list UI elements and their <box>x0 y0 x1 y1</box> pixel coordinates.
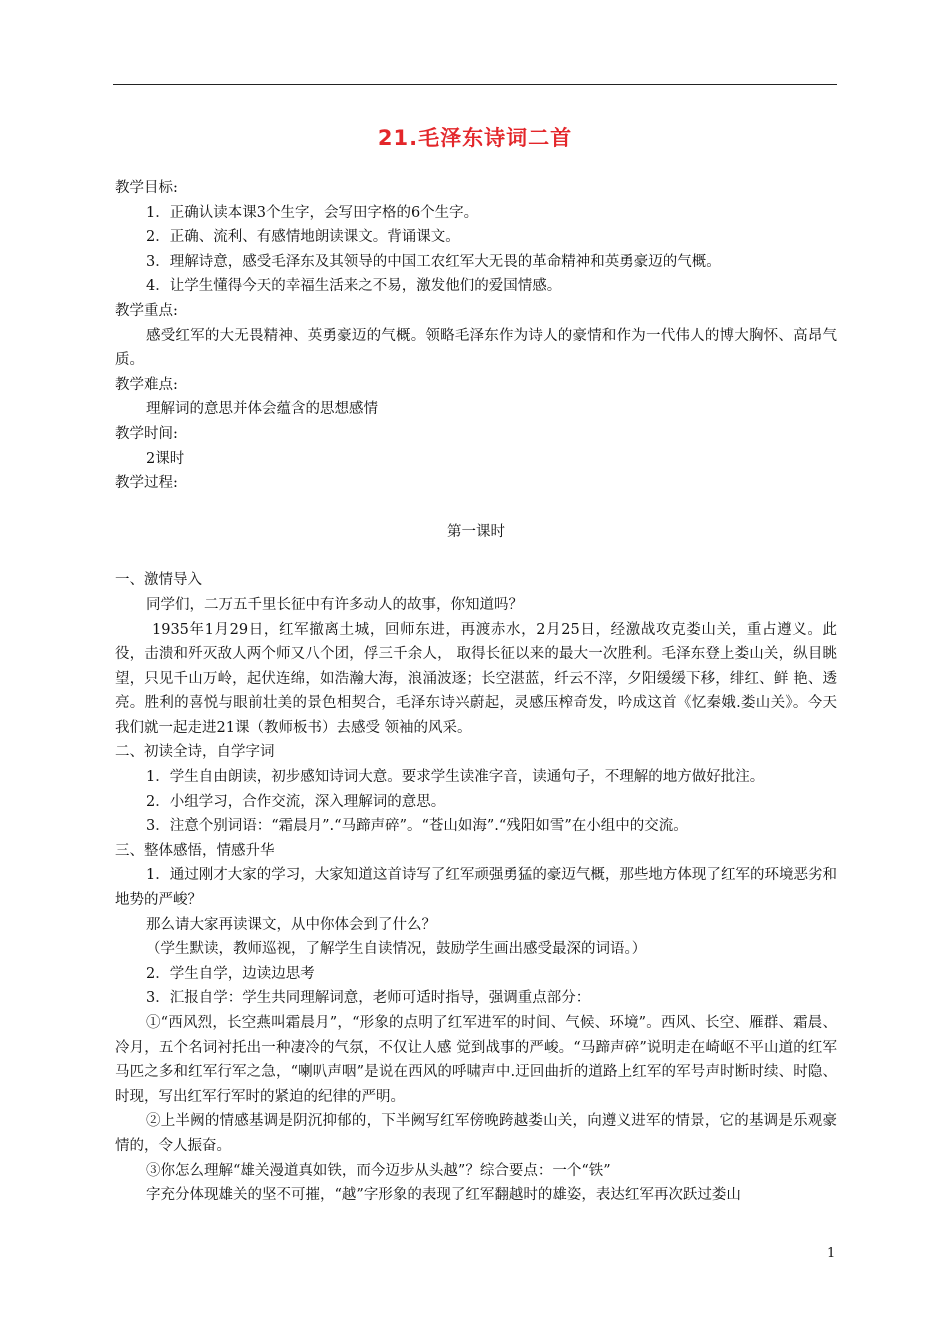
section-heading: 教学目标: <box>115 180 178 196</box>
paragraph: 1935年1月29日，红军撤离土城，回师东进，再渡赤水，2月25日，经激战攻克娄山关，重占遵义。此役，击溃和歼灭敌人两个师又八个团，俘三千余人， 取得长征以来的最大一次胜利。毛泽东登上娄山关，纵目眺望，只见千山万岭，起伏连绵，如浩瀚大海，浪涌波逐；长空湛蓝，纤云不滓，夕阳缓缓下移，绯红、鲜 艳、透亮。胜利的喜悦与眼前壮美的景色相契合，毛泽东诗兴蔚起，灵感压榨奇发，吟成这首《忆秦娥.娄山关》。今天我们就一起走进21课（教师板书）去感受 领袖的风采。 <box>115 621 837 736</box>
paragraph: 理解词的意思并体会蕴含的思想感情 <box>146 401 378 418</box>
section-heading: 教学难点: <box>115 376 178 393</box>
list-item: 2．小组学习，合作交流，深入理解词的意思。 <box>146 793 446 810</box>
objective-item: 3．理解诗意，感受毛泽东及其领导的中国工农红军大无畏的革命精神和英勇豪迈的气概。 <box>146 253 721 270</box>
list-item: 3．汇报自学：学生共同理解词意，老师可适时指导，强调重点部分： <box>146 990 591 1007</box>
section-heading: 二、初读全诗，自学字词 <box>115 744 275 761</box>
list-item: 3．注意个别词语：“霜晨月”.“马蹄声碎”。“苍山如海”.“残阳如雪”在小组中的交流。 <box>146 818 688 835</box>
list-item: 1．通过刚才大家的学习，大家知道这首诗写了红军顽强勇猛的豪迈气概，那些地方体现了红军的环境恶劣和地势的严峻？ <box>115 867 837 909</box>
paragraph: （学生默读，教师巡视，了解学生自读情况，鼓励学生画出感受最深的词语。） <box>146 941 647 958</box>
list-item: 1．学生自由朗读，初步感知诗词大意。要求学生读准字音，读通句子，不理解的地方做好批注。 <box>146 769 765 786</box>
paragraph: 2课时 <box>146 450 185 467</box>
objective-item: 1．正确认读本课3个生字，会写田字格的6个生字。 <box>146 204 479 221</box>
document-body <box>115 176 837 1208</box>
list-item: 2．学生自学，边读边思考 <box>146 965 315 982</box>
paragraph: ①“西风烈，长空燕叫霜晨月”，“形象的点明了红军进军的时间、气候、环境”。西风、长空、雁群、霜晨、冷月，五个名词衬托出一种凄冷的气氛，不仅让人感 觉到战事的严峻。“马蹄声碎”说明走在崎岖不平山道的红军马匹之多和红军行军之急，“喇叭声咽”是说在西风的呼啸声中.迂回曲折的道路上红军的军号声时断时续、时隐、时现，写出红军行军时的紧迫的纪律的严明。 <box>115 1015 837 1105</box>
section-heading: 教学重点: <box>115 302 178 319</box>
paragraph: ②上半阙的情感基调是阴沉抑郁的，下半阙写红军傍晚跨越娄山关，向遵义进军的情景，它的基调是乐观豪情的，令人振奋。 <box>115 1113 837 1154</box>
section-heading: 三、整体感悟，情感升华 <box>115 842 275 859</box>
header-rule <box>113 84 837 85</box>
paragraph: 感受红军的大无畏精神、英勇豪迈的气概。领略毛泽东作为诗人的豪情和作为一代伟人的博大胸怀、高昂气质。 <box>115 327 837 369</box>
lesson-heading: 第一课时 <box>447 523 505 540</box>
section-heading: 教学过程: <box>115 475 178 492</box>
objective-item: 4．让学生懂得今天的幸福生活来之不易，激发他们的爱国情感。 <box>146 278 562 295</box>
paragraph: 那么请大家再读课文，从中你体会到了什么？ <box>146 916 436 933</box>
paragraph: ③你怎么理解“雄关漫道真如铁，而今迈步从头越”？综合要点：一个“铁” <box>146 1162 611 1179</box>
paragraph: 同学们，二万五千里长征中有许多动人的故事，你知道吗？ <box>146 596 523 613</box>
paragraph: 字充分体现雄关的坚不可摧，“越”字形象的表现了红军翻越时的雄姿，表达红军再次跃过娄山 <box>146 1187 741 1204</box>
objective-item: 2．正确、流利、有感情地朗读课文。背诵课文。 <box>146 229 460 246</box>
page-title: 21.毛泽东诗词二首 <box>377 126 573 150</box>
page-number: 1 <box>827 1246 836 1261</box>
section-heading: 教学时间: <box>115 425 178 442</box>
section-heading: 一、激情导入 <box>115 572 202 589</box>
